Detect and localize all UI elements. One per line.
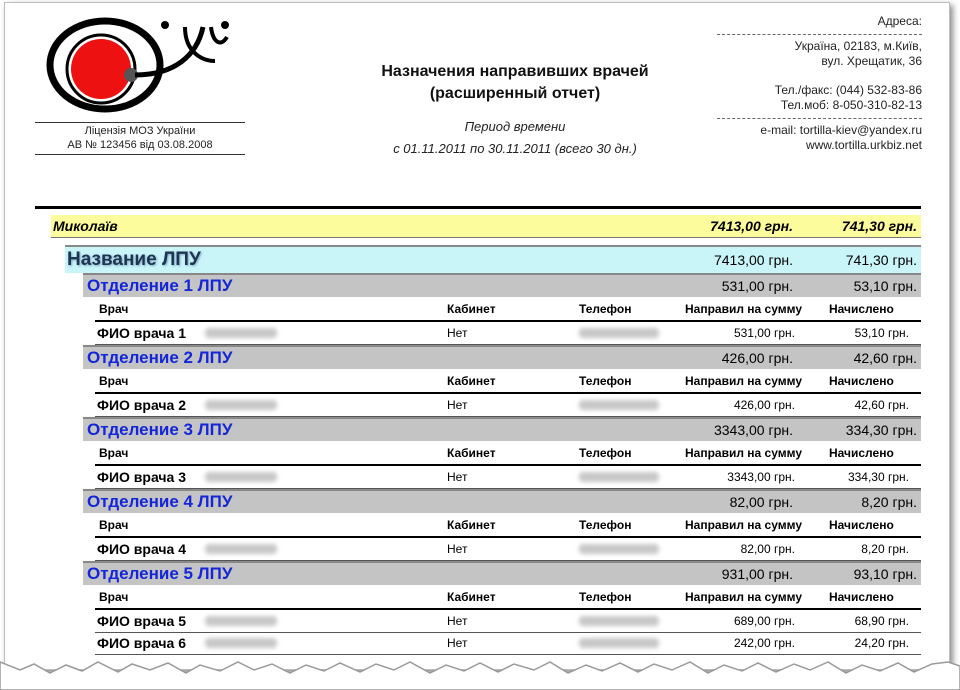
column-header-row (95, 514, 921, 538)
phone-mobile: Тел.моб: 8-050-310-82-13 (780, 98, 922, 112)
column-doctor: Врач (99, 302, 129, 316)
doctor-accrued: 53,10 грн. (854, 326, 909, 340)
address-line2: вул. Хрещатик, 36 (821, 54, 922, 68)
column-cabinet: Кабинет (447, 302, 496, 316)
doctor-cabinet: Нет (447, 542, 468, 556)
redacted-surname (205, 616, 277, 626)
column-phone: Телефон (579, 446, 632, 460)
city-row (51, 215, 921, 238)
column-header-row (95, 586, 921, 610)
department-accrued: 53,10 грн. (853, 278, 917, 294)
divider (717, 118, 922, 119)
doctor-cabinet: Нет (447, 398, 468, 412)
column-accrued: Начислено (829, 446, 894, 460)
column-doctor: Врач (99, 518, 129, 532)
redacted-surname (205, 400, 277, 410)
column-accrued: Начислено (829, 302, 894, 316)
doctor-accrued: 8,20 грн. (861, 542, 909, 556)
title-line2: (расширенный отчет) (429, 85, 601, 102)
website: www.tortilla.urkbiz.net (805, 138, 922, 152)
doctor-row (95, 394, 921, 417)
license-line2: АВ № 123456 від 03.08.2008 (67, 139, 213, 151)
department-name: Отделение 5 ЛПУ (87, 564, 233, 583)
doctor-accrued: 334,30 грн. (847, 470, 909, 484)
doctor-row (95, 322, 921, 345)
redacted-phone (579, 400, 659, 410)
column-doctor: Врач (99, 374, 129, 388)
redacted-surname (205, 472, 277, 482)
report-title (335, 61, 695, 105)
column-sum: Направил на сумму (685, 302, 803, 316)
doctor-cabinet: Нет (447, 470, 468, 484)
doctor-sum: 242,00 грн. (733, 636, 795, 650)
doctor-row (95, 610, 921, 633)
doctor-sum: 689,00 грн. (733, 614, 795, 628)
column-sum: Направил на сумму (685, 446, 803, 460)
report-period (335, 116, 695, 160)
doctor-accrued: 68,90 грн. (854, 614, 909, 628)
city-name: Миколаїв (53, 218, 118, 234)
department-sum: 426,00 грн. (721, 350, 793, 366)
doctor-name: ФИО врача 5 (97, 613, 186, 629)
department-accrued: 8,20 грн. (861, 494, 917, 510)
doctor-cabinet: Нет (447, 636, 468, 650)
redacted-phone (579, 616, 659, 626)
department-accrued: 93,10 грн. (853, 566, 917, 582)
header-divider (35, 206, 921, 209)
torn-edge (0, 640, 960, 690)
redacted-phone (579, 328, 659, 338)
lpu-row (65, 245, 921, 273)
address-line1: Україна, 02183, м.Київ, (794, 39, 922, 53)
phone-fax: Тел./факс: (044) 532-83-86 (774, 83, 922, 97)
license-line1: Ліцензія МОЗ України (84, 125, 196, 137)
column-cabinet: Кабинет (447, 374, 496, 388)
column-sum: Направил на сумму (685, 518, 803, 532)
license-block (35, 122, 245, 155)
column-accrued: Начислено (829, 518, 894, 532)
column-cabinet: Кабинет (447, 590, 496, 604)
column-header-row (95, 370, 921, 394)
address-label: Адреса: (877, 14, 922, 28)
doctor-accrued: 24,20 грн. (854, 636, 909, 650)
column-phone: Телефон (579, 518, 632, 532)
department-name: Отделение 4 ЛПУ (87, 492, 233, 511)
department-row (83, 417, 921, 441)
column-sum: Направил на сумму (685, 374, 803, 388)
doctor-name: ФИО врача 6 (97, 635, 186, 651)
column-accrued: Начислено (829, 590, 894, 604)
department-row (83, 345, 921, 369)
column-sum: Направил на сумму (685, 590, 803, 604)
doctor-accrued: 42,60 грн. (854, 398, 909, 412)
lpu-sum: 7413,00 грн. (713, 252, 793, 268)
doctor-sum: 426,00 грн. (733, 398, 795, 412)
doctor-name: ФИО врача 2 (97, 397, 186, 413)
department-sum: 3343,00 грн. (713, 422, 793, 438)
doctor-row (95, 466, 921, 489)
divider (717, 34, 922, 35)
doctor-sum: 3343,00 грн. (727, 470, 795, 484)
doctor-cabinet: Нет (447, 614, 468, 628)
column-doctor: Врач (99, 590, 129, 604)
department-name: Отделение 1 ЛПУ (87, 276, 233, 295)
doctor-cabinet: Нет (447, 326, 468, 340)
clinic-logo (35, 13, 245, 123)
report-page (4, 2, 950, 670)
redacted-phone (579, 472, 659, 482)
doctor-sum: 82,00 грн. (740, 542, 795, 556)
doctor-name: ФИО врача 1 (97, 325, 186, 341)
department-sum: 531,00 грн. (721, 278, 793, 294)
department-name: Отделение 3 ЛПУ (87, 420, 233, 439)
doctor-sum: 531,00 грн. (733, 326, 795, 340)
department-row (83, 273, 921, 297)
period-range: с 01.11.2011 по 30.11.2011 (всего 30 дн.) (393, 141, 637, 156)
city-sum: 7413,00 грн. (710, 218, 793, 234)
column-phone: Телефон (579, 590, 632, 604)
column-header-row (95, 298, 921, 322)
column-cabinet: Кабинет (447, 518, 496, 532)
column-header-row (95, 442, 921, 466)
contacts-block (717, 14, 922, 153)
department-accrued: 42,60 грн. (853, 350, 917, 366)
column-phone: Телефон (579, 374, 632, 388)
title-line1: Назначения направивших врачей (381, 63, 649, 80)
redacted-surname (205, 544, 277, 554)
period-label: Период времени (464, 119, 566, 134)
lpu-accrued: 741,30 грн. (845, 252, 917, 268)
redacted-surname (205, 328, 277, 338)
redacted-phone (579, 544, 659, 554)
lpu-name: Название ЛПУ (67, 249, 201, 270)
department-row (83, 489, 921, 513)
city-accrued: 741,30 грн. (841, 218, 917, 234)
department-name: Отделение 2 ЛПУ (87, 348, 233, 367)
department-sum: 82,00 грн. (729, 494, 793, 510)
department-accrued: 334,30 грн. (845, 422, 917, 438)
doctor-name: ФИО врача 3 (97, 469, 186, 485)
doctor-name: ФИО врача 4 (97, 541, 186, 557)
column-phone: Телефон (579, 302, 632, 316)
department-row (83, 561, 921, 585)
doctor-row (95, 538, 921, 561)
department-sum: 931,00 грн. (721, 566, 793, 582)
email: e-mail: tortilla-kiev@yandex.ru (760, 123, 922, 137)
column-doctor: Врач (99, 446, 129, 460)
column-cabinet: Кабинет (447, 446, 496, 460)
column-accrued: Начислено (829, 374, 894, 388)
